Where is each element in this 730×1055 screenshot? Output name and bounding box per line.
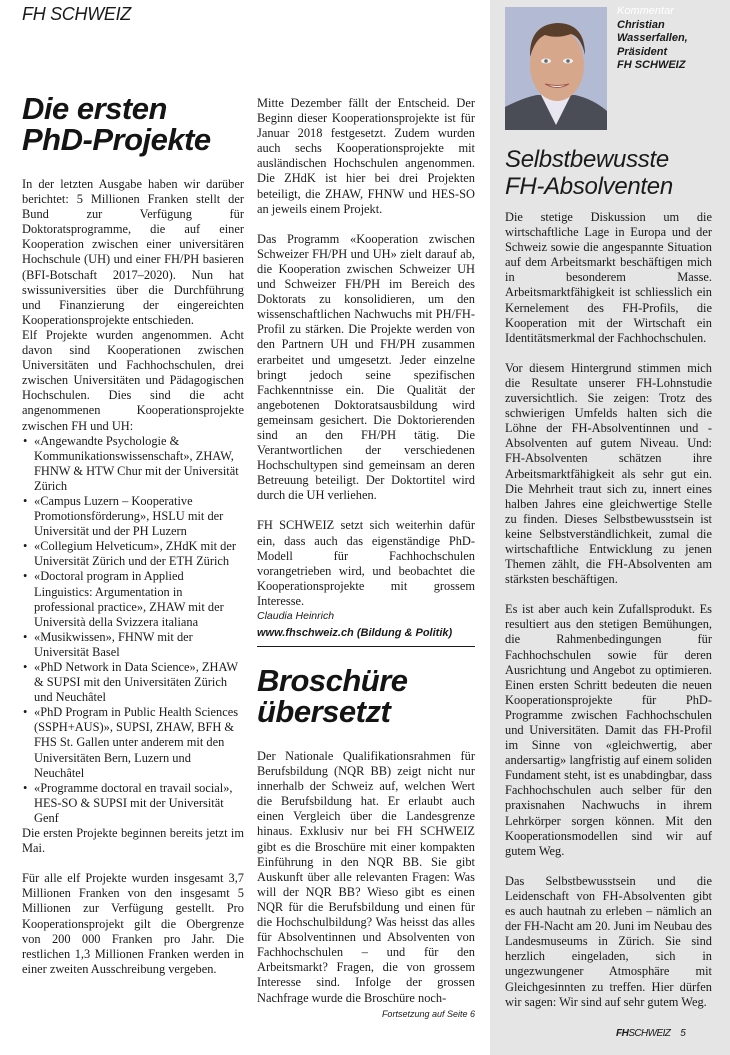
funding-paragraph: Für alle elf Projekte wurden insgesamt 3,7 Millionen Franken von den insgesamt 5 Millionen zur Verfügung gestellt. Pro Kooperationsprojekt gilt die Obergrenze von 200 000 Franken pro Jahr. Die restlichen 1,3 Millionen Franken werden in einer zweiten Ausschreibung vergeben.	[22, 871, 244, 976]
start-date-paragraph: Die ersten Projekte beginnen bereits jetzt im Mai.	[22, 826, 244, 856]
article-author: Claudia Heinrich	[257, 610, 335, 622]
commentary-paragraph: Vor diesem Hintergrund stimmen mich die Resultate unserer FH-Lohnstudie zuversichtlich. Sie zeigen: Trotz des schwierigen Umfelds halten sich die Löhne der FH-Absolventinnen und -Absolventen auf gutem Niveau. Und: FH-Absolventen schätzen ihre Arbeitsmarktfähigkeit als sehr gut ein. Die Mehrheit traut sich zu, innert eines halben Jahres eine gleichwertige Stelle zu finden. Dieses Selbstbewusstsein ist keine Selbstverständlichkeit, zumal die wirtschaftliche Entwicklung zu jenen Themen zählt, die FH-Absolventen am stärksten beschäftigen.	[505, 360, 712, 587]
project-list-item: • «Doctoral program in Applied Linguistics: Argumentation in professional practice», ZHAW mit der Università della Svizzera italiana	[22, 569, 244, 629]
commentary-byline	[617, 5, 727, 73]
project-list-item: • «Collegium Helveticum», ZHdK mit der Universität Zürich und der ETH Zürich	[22, 539, 244, 569]
author-last-name: Wasserfallen,	[617, 32, 688, 44]
commentary-paragraph: Das Selbstbewusstsein und die Leidenschaft von FH-Absolventen gibt es auch hautnah zu erleben – nämlich an der FH-Nacht am 20. Juni im Neubau des Landesmuseums in Zürich. Sie sind herzlich eingeladen, sich in ungezwungener Atmosphäre mit Gleichgesinnten zu treffen. Hier dürfen wir sagen: Wir sind auf sehr gutem Weg.	[505, 873, 712, 1009]
article-divider	[257, 646, 475, 647]
commentary-paragraph: Es ist aber auch kein Zufallsprodukt. Es resultiert aus den stetigen Bemühungen, die Rahmenbedingungen für Fachhochschulen sowie für deren Ausrichtung und Angebot zu optimieren. Einen ersten Schritt bedeuten die neuen Kooperationsprojekte für PhD-Programme zwischen Fachhochschulen und Universitäten. Damit das FH-Profil im Sinne von «gleichwertig, aber andersartig» langfristig auf einem soliden Fundament steht, ist es unabdingbar, dass Fachhochschulen auch selber für den praxisnahen Nachwuchs in ihrem Lehrkörper sorgen können. Mit den Kooperationsmodellen sind wir auf gutem Weg.	[505, 602, 712, 858]
page-footer	[616, 1028, 686, 1039]
portrait-image	[505, 7, 607, 130]
article-brochure-headline	[257, 665, 475, 727]
headline-line-2: FH-Absolventen	[505, 173, 673, 200]
fh-schweiz-paragraph: FH SCHWEIZ setzt sich weiterhin dafür ein, dass auch das eigenständige PhD-Modell für Fachhochschulen vorangetrieben wird, und beobachtet die Kooperationsprojekte mit grossem Interesse.	[257, 518, 475, 608]
author-role: Präsident	[617, 45, 668, 58]
author-photo	[505, 7, 607, 130]
headline-line-1: Broschüre	[257, 663, 408, 698]
project-list-item: • «PhD Program in Public Health Sciences (SSPH+AUS)», SUPSI, ZHAW, BFH & FHS St. Gallen unter anderem mit den Universitäten Bern, Luzern und Neuchâtel	[22, 705, 244, 780]
commentary-body	[505, 210, 712, 1010]
brochure-paragraph: Der Nationale Qualifikationsrahmen für Berufsbildung (NQR BB) zeigt nicht nur innerhalb der Schweiz auf, welchen Wert die Berufsbildung hat. Er erlaubt auch einen Vergleich über die Landesgrenze hinaus. Exklusiv nur bei FH SCHWEIZ gibt es die Broschüre mit einer kompakten Einführung in den NQR BB. Sie gibt Auskunft über alle relevanten Fragen: Was will der NQR BB? Wieso gibt es einen NQR für die Berufsbildung und einen für die Hochschulbildung? Was heisst das alles für Absolventinnen und Absolventen von Fachhochschulen – und für den Arbeitsmarkt? Fragen, die von grossem Interesse sind. Infolge der grossen Nachfrage wurde die Broschüre noch-	[257, 749, 475, 1005]
commentary-paragraph: Die stetige Diskussion um die wirtschaftliche Lage in Europa und der Schweiz sowie die angespannte Situation auf dem Arbeitsmarkt beschäftigen mich in besonderem Masse. Arbeitsmarktfähigkeit ist schliesslich ein Kernelement des FH-Profils, die Kooperation mit der Wirtschaft ein Identitätsmerkmal der Fachhochschulen.	[505, 210, 712, 345]
article-phd-column-1	[22, 0, 244, 977]
project-list-item: • «Programme doctoral en travail social», HES-SO & SUPSI mit der Universität Genf	[22, 781, 244, 826]
commentary-kicker: Kommentar	[617, 5, 674, 17]
headline-line-2: übersetzt	[257, 694, 391, 729]
project-list-item: • «Musikwissen», FHNW mit der Universität Basel	[22, 630, 244, 660]
continuation-note[interactable]: Fortsetzung auf Seite 6	[381, 1008, 475, 1019]
masthead: FH SCHWEIZ	[22, 4, 131, 24]
article-phd-headline	[22, 93, 244, 155]
intro-paragraph: In der letzten Ausgabe haben wir darüber berichtet: 5 Millionen Franken stellt der Bund zur Verfügung für Doktoratsprogramme, die auf einer Kooperation zwischen einer universitären Hochschule (UH) und einer FH/PH basieren (BFI-Botschaft 2017–2020). Nun hat swissuniversities über die Durchführung und Finanzierung der eingereichten Kooperationsprojekte entschieden.	[22, 177, 244, 327]
project-list	[22, 434, 244, 826]
projects-intro-paragraph: Elf Projekte wurden angenommen. Acht davon sind Kooperationen zwischen Universitäten und Fachhochschulen, drei zwischen Universitäten und Pädagogischen Hochschulen. Dies sind die acht angenommenen Kooperationsprojekte zwischen FH und UH:	[22, 327, 244, 433]
project-list-item: • «Angewandte Psychologie & Kommunikationswissenschaft», ZHAW, FHNW & HTW Chur mit der Universität Zürich	[22, 434, 244, 494]
article-phd-column-2	[257, 0, 475, 1019]
footer-brand-bold: FH	[616, 1028, 629, 1039]
headline-line-1: Selbstbewusste	[505, 146, 669, 173]
fhschweiz-link[interactable]: www.fhschweiz.ch (Bildung & Politik)	[257, 627, 453, 639]
headline-line-2: PhD-Projekte	[22, 122, 211, 157]
footer-brand-light: SCHWEIZ	[628, 1028, 671, 1039]
author-organization: FH SCHWEIZ	[617, 59, 686, 71]
project-list-item: • «PhD Network in Data Science», ZHAW & SUPSI mit den Universitäten Zürich und Neuchâtel	[22, 660, 244, 705]
decision-paragraph: Mitte Dezember fällt der Entscheid. Der Beginn dieser Kooperationsprojekte ist für Januar 2018 festgesetzt. Zudem wurden auch sechs Kooperationsprojekte mit ausländischen Hochschulen angenommen. Die ZHdK ist hier bei drei Projekten beteiligt, die ZHAW, FHNW und HES-SO an jeweils einem Projekt.	[257, 96, 475, 216]
commentary-headline	[505, 146, 720, 200]
page-number: 5	[680, 1028, 686, 1039]
program-paragraph: Das Programm «Kooperation zwischen Schweizer FH/PH und UH» zielt darauf ab, die Kooperation zwischen Schweizer UH und Schweizer FH/PH im Bereich des Doktorats zu konsolidieren, um den wissenschaftlichen Nachwuchs mit PH/FH-Profil zu stärken. Die Projekte werden von den Partnern UH und FH/PH zusammen erarbeitet und umgesetzt. Jeder einzelne bringt jedoch seine spezifischen Fachkenntnisse ein. Die Qualität der angebotenen Doktoratsausbildung wird gemeinsam gesichert. Die Doktorierenden sind an den FH/PH tätig. Die Verantwortlichen der verschiedenen Hochschultypen sind gemeinsam an deren Betreuung beteiligt. Der Doktortitel wird durch die UH verliehen.	[257, 231, 475, 503]
commentary-sidebar	[490, 0, 730, 1055]
headline-line-1: Die ersten	[22, 91, 167, 126]
author-first-name: Christian	[617, 18, 665, 31]
project-list-item: • «Campus Luzern – Kooperative Promotionsförderung», HSLU mit der Universität und der PH Luzern	[22, 494, 244, 539]
